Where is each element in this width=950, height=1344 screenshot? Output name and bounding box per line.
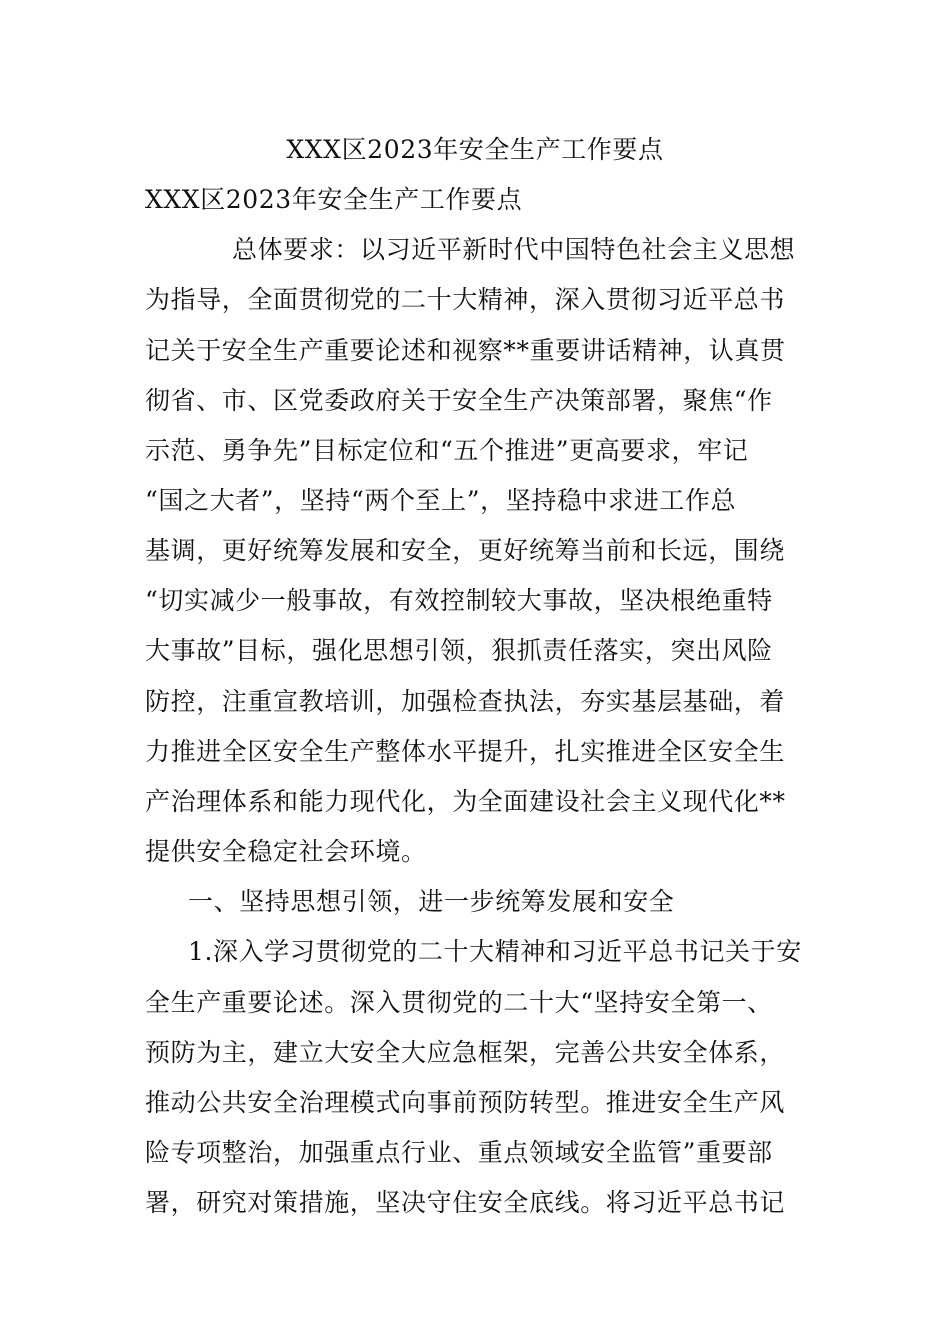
paragraph-line: “国之大者”，坚持“两个至上”，坚持稳中求进工作总 (145, 486, 737, 515)
paragraph-line: 总体要求：以习近平新时代中国特色社会主义思想 (232, 235, 796, 264)
paragraph-line: 力推进全区安全生产整体水平提升，扎实推进全区安全生 (145, 737, 786, 766)
paragraph-line: 记关于安全生产重要论述和视察**重要讲话精神，认真贯 (145, 336, 786, 365)
paragraph-line: 防控，注重宣教培训，加强检查执法，夯实基层基础，着 (145, 687, 786, 716)
paragraph-line: “切实减少一般事故，有效控制较大事故，坚决根绝重特 (145, 586, 773, 615)
paragraph-line: 提供安全稳定社会环境。 (145, 837, 427, 866)
paragraph-line: 署，研究对策措施，坚决守住安全底线。将习近平总书记 (145, 1188, 786, 1217)
paragraph-line: 示范、勇争先”目标定位和“五个推进”更高要求，牢记 (145, 436, 749, 465)
paragraph-line: 全生产重要论述。深入贯彻党的二十大“坚持安全第一、 (145, 988, 773, 1017)
section-one-heading: 一、坚持思想引领，进一步统筹发展和安全 (188, 887, 675, 916)
paragraph-line: 1.深入学习贯彻党的二十大精神和习近平总书记关于安 (188, 937, 802, 966)
document-subtitle: XXX区2023年安全生产工作要点 (145, 185, 523, 214)
paragraph-line: 险专项整治，加强重点行业、重点领域安全监管”重要部 (145, 1138, 773, 1167)
paragraph-line: 推动公共安全治理模式向事前预防转型。推进安全生产风 (145, 1088, 786, 1117)
document-title: XXX区2023年安全生产工作要点 (286, 135, 664, 164)
paragraph-line: 基调，更好统筹发展和安全，更好统筹当前和长远，围绕 (145, 536, 786, 565)
paragraph-line: 产治理体系和能力现代化，为全面建设社会主义现代化** (145, 787, 786, 816)
paragraph-line: 大事故”目标，强化思想引领，狠抓责任落实，突出风险 (145, 636, 773, 665)
paragraph-line: 预防为主，建立大安全大应急框架，完善公共安全体系， (145, 1038, 786, 1067)
paragraph-line: 彻省、市、区党委政府关于安全生产决策部署，聚焦“作 (145, 386, 773, 415)
paragraph-line: 为指导，全面贯彻党的二十大精神，深入贯彻习近平总书 (145, 285, 786, 314)
